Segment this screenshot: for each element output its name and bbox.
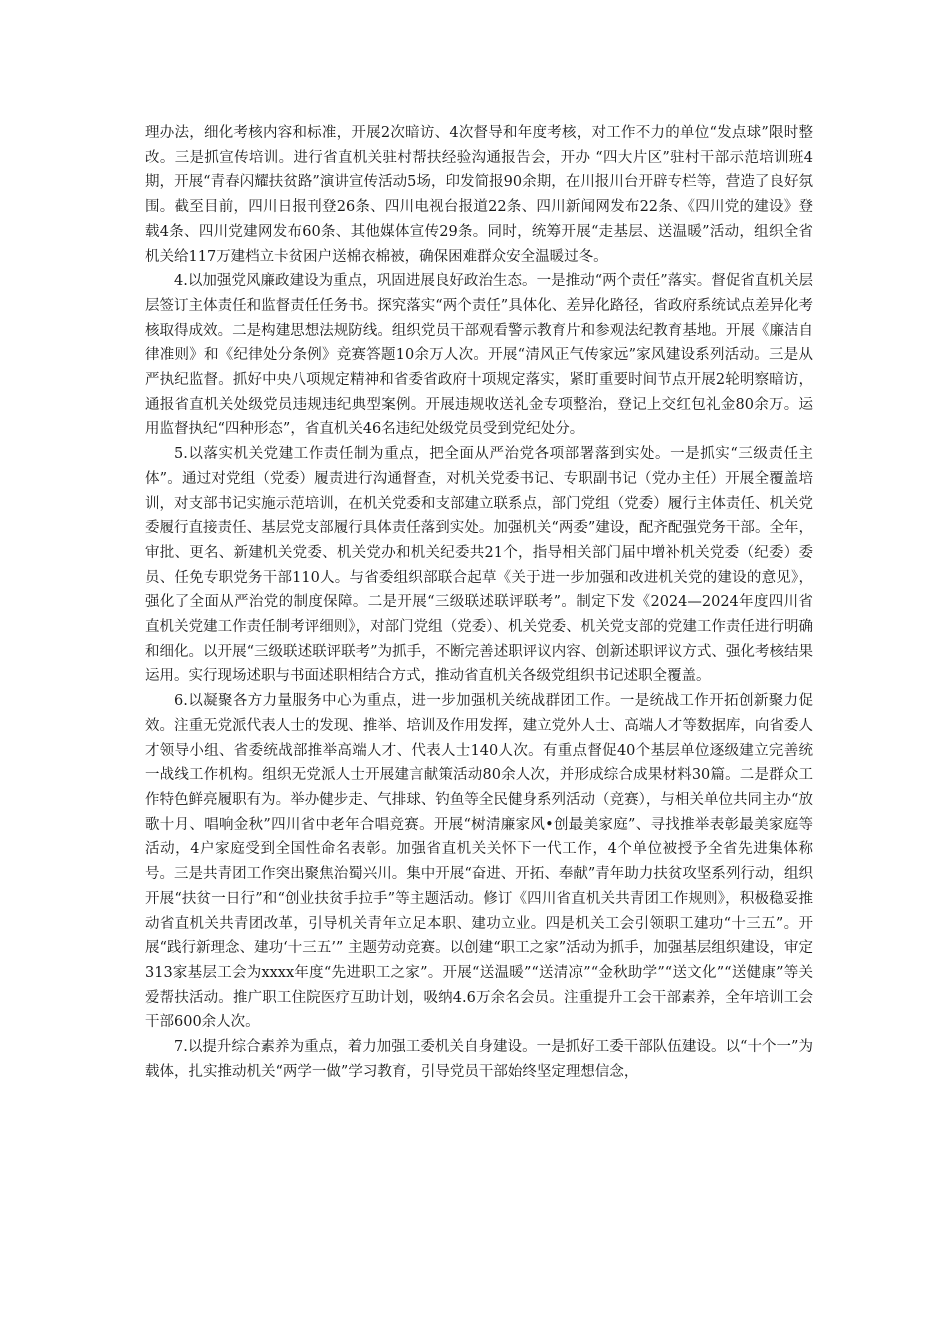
paragraph-3: 5.以落实机关党建工作责任制为重点，把全面从严治党各项部署落到实处。一是抓实“三级责任主体”。通过对党组（党委）履责进行沟通督查，对机关党委书记、专职副书记（党办主任）开展全覆盖培训，对支部书记实施示范培训，在机关党委和支部建立联系点，部门党组（党委）履行主体责任、机关党委履行直接责任、基层党支部履行具体责任落到实处。加强机关“两委”建设，配齐配强党务干部。全年，审批、更名、新建机关党委、机关党办和机关纪委共21个，指导相关部门届中增补机关党委（纪委）委员、任免专职党务干部110人。与省委组织部联合起草《关于进一步加强和改进机关党的建设的意见》，强化了全面从严治党的制度保障。二是开展“三级联述联评联考”。制定下发《2024—2024年度四川省直机关党建工作责任制考评细则》，对部门党组（党委）、机关党委、机关党支部的党建工作责任进行明确和细化。以开展“三级联述联评联考”为抓手，不断完善述职评议内容、创新述职评议方式、强化考核结果运用。实行现场述职与书面述职相结合方式，推动省直机关各级党组织书记述职全覆盖。 xyxy=(145,446,813,685)
paragraph-5: 7.以提升综合素养为重点，着力加强工委机关自身建设。一是抓好工委干部队伍建设。以“十个一”为载体，扎实推动机关“两学一做”学习教育，引导党员干部始终坚定理想信念， xyxy=(145,1039,814,1080)
document-body xyxy=(145,121,813,1084)
paragraph-2: 4.以加强党风廉政建设为重点，巩固进展良好政治生态。一是推动“两个责任”落实。督促省直机关层层签订主体责任和监督责任任务书。探究落实“两个责任”具体化、差异化路径，省政府系统试点差异化考核取得成效。二是构建思想法规防线。组织党员干部观看警示教育片和参观法纪教育基地。开展《廉洁自律准则》和《纪律处分条例》竞赛答题10余万人次。开展“清风正气传家远”家风建设系列活动。三是从严执纪监督。抓好中央八项规定精神和省委省政府十项规定落实，紧盯重要时间节点开展2轮明察暗访，通报省直机关处级党员违规违纪典型案例。开展违规收送礼金专项整治，登记上交红包礼金80余万。运用监督执纪“四种形态”，省直机关46名违纪处级党员受到党纪处分。 xyxy=(145,273,813,438)
paragraph-1: 理办法，细化考核内容和标准，开展2次暗访、4次督导和年度考核，对工作不力的单位“发点球”限时整改。三是抓宣传培训。进行省直机关驻村帮扶经验沟通报告会，开办 “四大片区”驻村干部示范培训班4期，开展“青春闪耀扶贫路”演讲宣传活动5场，印发简报90余期，在川报川台开辟专栏等，营造了良好氛围。截至目前，四川日报刊登26条、四川电视台报道22条、四川新闻网发布22条、《四川党的建设》登载4条、四川党建网发布60条、其他媒体宣传29条。同时，统筹开展“走基层、送温暖”活动，组织全省机关给117万建档立卡贫困户送棉衣棉被，确保困难群众安全温暖过冬。 xyxy=(145,125,813,265)
paragraph-4: 6.以凝聚各方力量服务中心为重点，进一步加强机关统战群团工作。一是统战工作开拓创新聚力促效。注重无党派代表人士的发现、推举、培训及作用发挥，建立党外人士、高端人才等数据库，向省委人才领导小组、省委统战部推举高端人才、代表人士140人次。有重点督促40个基层单位逐级建立完善统一战线工作机构。组织无党派人士开展建言献策活动80余人次，并形成综合成果材料30篇。二是群众工作特色鲜亮履职有为。举办健步走、气排球、钓鱼等全民健身系列活动（竞赛），与相关单位共同主办“放歌十月、唱响金秋”四川省中老年合唱竞赛。开展“树清廉家风•创最美家庭”、寻找推举表彰最美家庭等活动，4户家庭受到全国性命名表彰。加强省直机关关怀下一代工作，4个单位被授予全省先进集体称号。三是共青团工作突出聚焦治蜀兴川。集中开展“奋进、开拓、奉献”青年助力扶贫攻坚系列行动，组织开展“扶贫一日行”和“创业扶贫手拉手”等主题活动。修订《四川省直机关共青团工作规则》，积极稳妥推动省直机关共青团改革，引导机关青年立足本职、建功立业。四是机关工会引领职工建功“十三五”。开展“践行新理念、建功‘十三五’” 主题劳动竞赛。以创建“职工之家”活动为抓手，加强基层组织建设，审定313家基层工会为xxxx年度“先进职工之家”。开展“送温暖”“送清凉”“金秋助学”“送文化”“送健康”等关爱帮扶活动。推广职工住院医疗互助计划，吸纳4.6万余名会员。注重提升工会干部素养，全年培训工会干部600余人次。 xyxy=(145,693,813,1031)
